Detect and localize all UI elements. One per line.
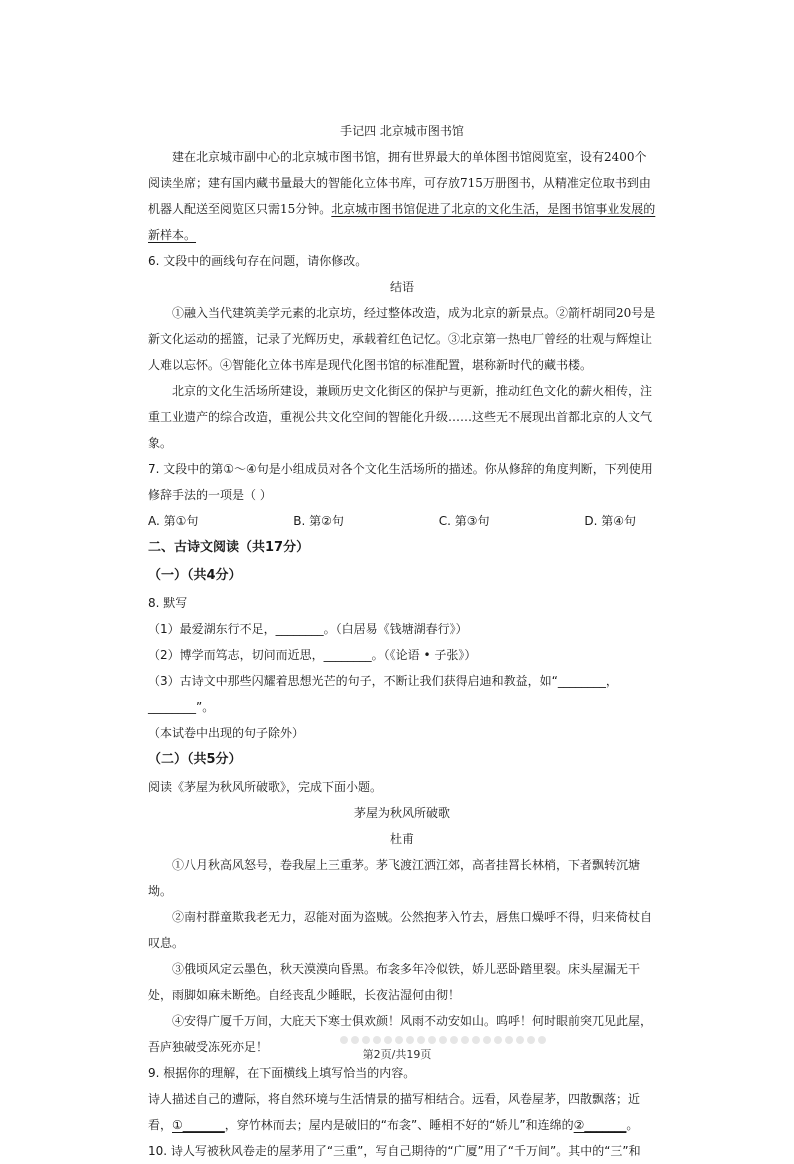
notes4-paragraph bbox=[148, 144, 656, 248]
exam-page bbox=[148, 118, 656, 1164]
question-8-3-note: （本试卷中出现的句子除外） bbox=[148, 726, 305, 740]
poem-stanza-2: ②南村群童欺我老无力，忍能对面为盗贼。公然抱茅入竹去，唇焦口燥呼不得，归来倚杖自叹息。 bbox=[148, 910, 653, 950]
q9-blank-1[interactable]: ①_______ bbox=[172, 1118, 225, 1132]
notes4-text: 建在北京城市副中心的北京城市图书馆，拥有世界最大的单体图书馆阅览室，设有2400个阅读坐席；建有国内藏书量最大的智能化立体书库，可存放715万册图书，从精准定位取书到由机器人配送至阅览区只需15分钟。 bbox=[148, 150, 651, 216]
page-number: 第2页/共19页 bbox=[362, 1048, 432, 1061]
q9-end: 。 bbox=[626, 1118, 639, 1132]
part-2-heading: （二）（共5分） bbox=[148, 752, 242, 767]
poem-author: 杜甫 bbox=[389, 832, 414, 846]
q9-blank-2[interactable]: ②_______ bbox=[573, 1118, 627, 1132]
poem-stanza-3: ③俄顷风定云墨色，秋天漠漠向昏黑。布衾多年冷似铁，娇儿恶卧踏里裂。床头屋漏无干处，雨脚如麻未断绝。自经丧乱少睡眠，长夜沾湿何由彻！ bbox=[148, 962, 641, 1002]
question-8: 8. 默写 bbox=[148, 596, 188, 610]
q9-line1: 诗人描述自己的遭际，将自然环境与生活情景的描写相结合。远看，风卷屋茅，四散飘落；近看， bbox=[148, 1092, 641, 1132]
option-b[interactable]: B. 第②句 bbox=[293, 514, 344, 528]
poem-stanza-4: ④安得广厦千万间，大庇天下寒士俱欢颜！风雨不动安如山。呜呼！何时眼前突兀见此屋，吾庐独破受冻死亦足！ bbox=[148, 1014, 653, 1054]
question-8-1: （1）最爱湖东行不足，________。（白居易《钱塘湖春行》） bbox=[148, 622, 468, 636]
conclusion-title: 结语 bbox=[389, 280, 414, 294]
question-9-body bbox=[148, 1086, 656, 1138]
question-6: 6. 文段中的画线句存在问题，请你修改。 bbox=[148, 254, 368, 268]
conclusion-para2: 北京的文化生活场所建设，兼顾历史文化街区的保护与更新，推动红色文化的薪火相传，注重工业遗产的综合改造，重视公共文化空间的智能化升级……这些无不展现出首都北京的人文气象。 bbox=[148, 384, 653, 450]
underlined-sentence: 北京城市图书馆促进了北京的文化生活，是图书馆事业发展的新样本。 bbox=[148, 202, 656, 242]
option-c[interactable]: C. 第③句 bbox=[438, 514, 490, 528]
part-1-heading: （一）（共4分） bbox=[148, 568, 242, 583]
notes4-title: 手记四 北京城市图书馆 bbox=[340, 124, 464, 138]
reading-intro: 阅读《茅屋为秋风所破歌》，完成下面小题。 bbox=[148, 780, 383, 794]
question-7: 7. 文段中的第①～④句是小组成员对各个文化生活场所的描述。你从修辞的角度判断，下列使用修辞手法的一项是（ ） bbox=[148, 462, 653, 502]
question-10: 10. 诗人写被秋风卷走的屋茅用了“三重”，写自己期待的“广厦”用了“千万间”。其中的“三”和 bbox=[148, 1144, 641, 1158]
question-9: 9. 根据你的理解，在下面横线上填写恰当的内容。 bbox=[148, 1066, 416, 1080]
poem-stanza-1: ①八月秋高风怒号，卷我屋上三重茅。茅飞渡江洒江郊，高者挂罥长林梢，下者飘转沉塘坳。 bbox=[148, 858, 641, 898]
section-2-heading: 二、古诗文阅读（共17分） bbox=[148, 540, 310, 555]
option-d[interactable]: D. 第④句 bbox=[584, 514, 636, 528]
poem-title: 茅屋为秋风所破歌 bbox=[353, 806, 450, 820]
conclusion-para1: ①融入当代建筑美学元素的北京坊，经过整体改造，成为北京的新景点。②箭杆胡同20号是新文化运动的摇篮，记录了光辉历史，承载着红色记忆。③北京第一热电厂曾经的壮观与辉煌让人难以忘怀。④智能化立体书库是现代化图书馆的标准配置，堪称新时代的藏书楼。 bbox=[148, 306, 656, 372]
page-scroll-indicator bbox=[340, 1036, 550, 1044]
option-a[interactable]: A. 第①句 bbox=[148, 514, 199, 528]
question-8-2: （2）博学而笃志，切问而近思，________。（《论语 • 子张》） bbox=[148, 648, 477, 662]
q9-mid: ，穿竹林而去；屋内是破旧的“布衾”、睡相不好的“娇儿”和连绵的 bbox=[224, 1118, 574, 1132]
question-7-options bbox=[148, 508, 656, 534]
question-8-3: （3）古诗文中那些闪耀着思想光芒的句子，不断让我们获得启迪和教益，如“________，________”。 bbox=[148, 674, 618, 714]
